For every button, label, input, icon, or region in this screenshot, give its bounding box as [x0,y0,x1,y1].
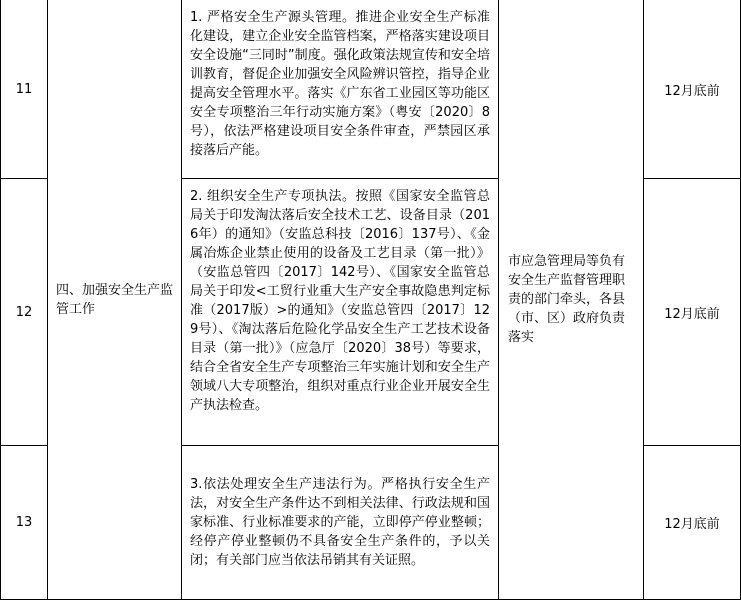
category-label: 四、加强安全生产监管工作 [56,282,174,317]
task-cell [182,0,499,179]
task-cell [182,179,499,446]
row-number: 13 [1,446,48,600]
deadline-cell: 12月底前 [644,179,741,446]
task-cell [182,446,499,600]
department-text: 市应急管理局等负有安全生产监督管理职责的部门牵头，各县（市、区）政府负责落实 [508,254,626,345]
category-cell [48,0,182,600]
task-text: 1. 严格安全生产源头管理。推进企业安全生产标准化建设，建立企业安全监管档案，严格落实建设项目安全设施“三同时”制度。强化政策法规宣传和安全培训教育，督促企业加强安全风险辨识管控，指导企业提高安全管理水平。落实《广东省工业园区等功能区安全专项整治三年行动实施方案》（粤安〔2020〕8号），依法严格建设项目安全条件审查，严禁园区承接落后产能。 [190,10,490,158]
department-cell [499,0,644,600]
row-number: 11 [1,0,48,179]
deadline-cell: 12月底前 [644,0,741,179]
task-text: 2. 组织安全生产专项执法。按照《国家安全监管总局关于印发淘汰落后安全技术工艺、设备目录（2016年）的通知》（安监总科技〔2016〕137号）、《金属冶炼企业禁止使用的设备及工艺目录（第一批）》（安监总管四〔2017〕142号）、《国家安全监管总局关于印发<工贸行业重大生产安全事故隐患判定标准（2017版）>的通知》（安监总管四〔2017〕129号）、《淘汰落后危险化学品安全生产工艺技术设备目录（第一批）》（应急厅〔2020〕38号）等要求，结合全省安全生产专项整治三年实施计划和安全生产领域八大专项整治，组织对重点行业企业开展安全生产执法检查。 [190,189,490,413]
task-text: 3.依法处理安全生产违法行为。严格执行安全生产法，对安全生产条件达不到相关法律、行政法规和国家标准、行业标准要求的产能，立即停产停业整顿；经停产停业整顿仍不具备安全生产条件的，予以关闭；有关部门应当依法吊销其有关证照。 [190,477,490,568]
table-row [1,0,741,179]
deadline-cell: 12月底前 [644,446,741,600]
row-number: 12 [1,179,48,446]
